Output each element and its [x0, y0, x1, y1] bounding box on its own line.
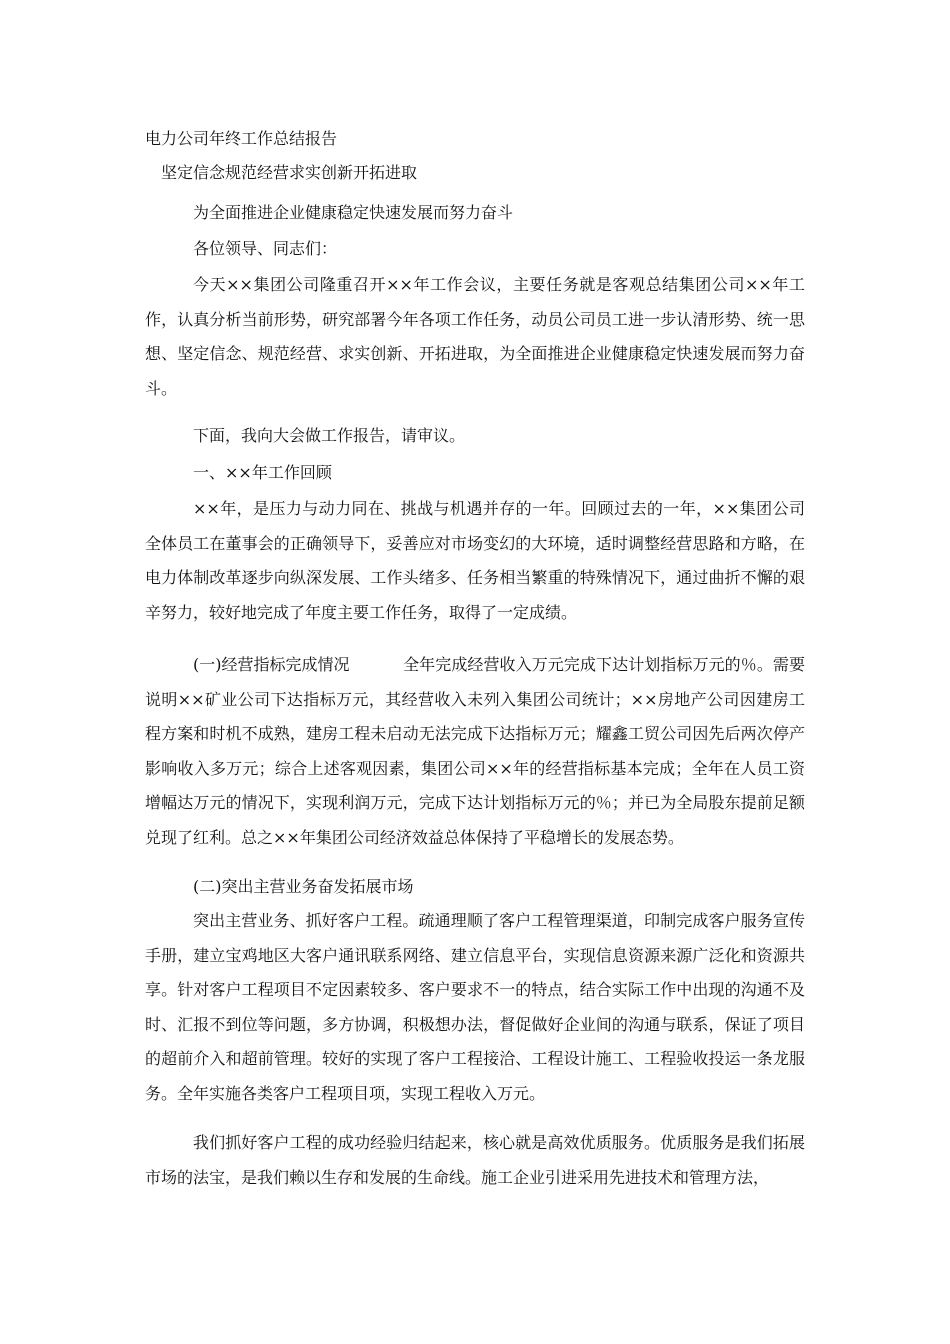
subsection-heading-indicators: (一)经营指标完成情况	[193, 655, 350, 674]
subsection-heading-market: (二)突出主营业务奋发拓展市场	[193, 877, 414, 896]
section-heading-review: 一、××年工作回顾	[193, 463, 332, 482]
paragraph-business-indicators	[145, 648, 805, 855]
document-subtitle: 坚定信念规范经营求实创新开拓进取	[161, 163, 418, 182]
document-subtitle-2: 为全面推进企业健康稳定快速发展而努力奋斗	[193, 203, 514, 222]
paragraph-opening: 今天××集团公司隆重召开××年工作会议，主要任务就是客观总结集团公司××年工作，认真分析当前形势，研究部署今年各项工作任务，动员公司员工进一步认清形势、统一思想、坚定信念、规范经营、求实创新、开拓进取，为全面推进企业健康稳定快速发展而努力奋斗。	[145, 275, 805, 398]
document-title: 电力公司年终工作总结报告	[145, 129, 338, 148]
salutation: 各位领导、同志们：	[193, 239, 338, 258]
paragraph-year-review: ××年，是压力与动力同在、挑战与机遇并存的一年。回顾过去的一年，××集团公司全体员工在董事会的正确领导下，妥善应对市场变幻的大环境，适时调整经营思路和方略，在电力体制改革逐步向纵深发展、工作头绪多、任务相当繁重的特殊情况下，通过曲折不懈的艰辛努力，较好地完成了年度主要工作任务，取得了一定成绩。	[145, 499, 805, 622]
paragraph-client-engineering: 突出主营业务、抓好客户工程。疏通理顺了客户工程管理渠道，印制完成客户服务宣传手册，建立宝鸡地区大客户通讯联系网络、建立信息平台，实现信息资源来源广泛化和资源共享。针对客户工程项目不定因素较多、客户要求不一的特点，结合实际工作中出现的沟通不及时、汇报不到位等问题，多方协调，积极想办法，督促做好企业间的沟通与联系，保证了项目的超前介入和超前管理。较好的实现了客户工程接洽、工程设计施工、工程验收投运一条龙服务。全年实施各类客户工程项目项，实现工程收入万元。	[145, 911, 805, 1103]
paragraph-quality-service: 我们抓好客户工程的成功经验归结起来，核心就是高效优质服务。优质服务是我们拓展市场的法宝，是我们赖以生存和发展的生命线。施工企业引进采用先进技术和管理方法，	[145, 1133, 805, 1187]
paragraph-report-intro: 下面，我向大会做工作报告，请审议。	[193, 426, 466, 445]
paragraph-indicators-body: 全年完成经营收入万元完成下达计划指标万元的％。需要说明××矿业公司下达指标万元，其经营收入未列入集团公司统计；××房地产公司因建房工程方案和时机不成熟，建房工程未启动无法完成下达指标万元；耀鑫工贸公司因先后两次停产影响收入多万元；综合上述客观因素，集团公司××年的经营指标基本完成；全年在人员工资增幅达万元的情况下，实现利润万元，完成下达计划指标万元的％；并已为全局股东提前足额兑现了红利。总之××年集团公司经济效益总体保持了平稳增长的发展态势。	[145, 655, 805, 847]
